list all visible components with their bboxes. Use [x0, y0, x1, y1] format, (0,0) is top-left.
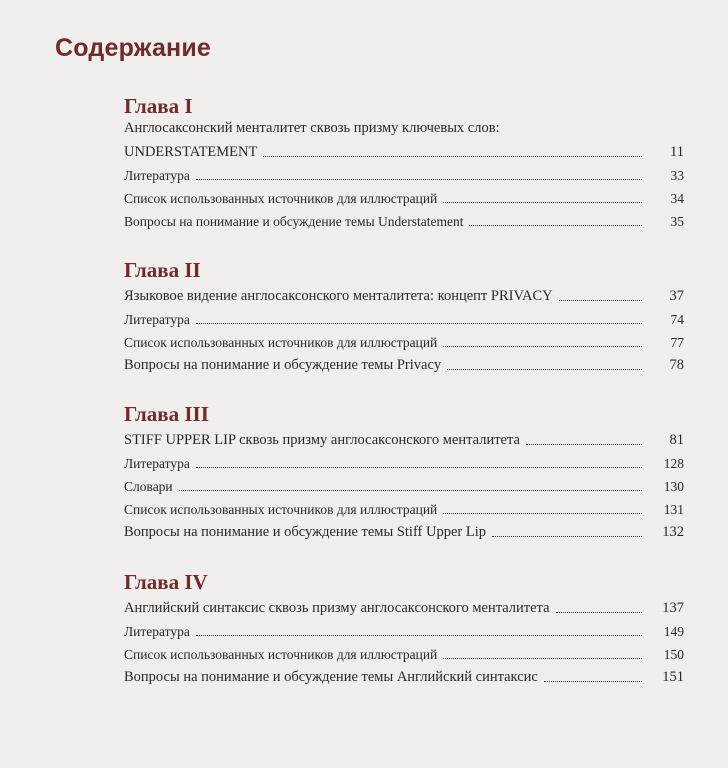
- page-number: 137: [662, 600, 684, 616]
- toc-entry[interactable]: [124, 518, 684, 541]
- dot-leader: [196, 635, 642, 636]
- dot-leader: [443, 658, 642, 659]
- page-number: 149: [663, 624, 684, 639]
- entry-title: Список использованных источников для иллюстраций: [124, 502, 438, 517]
- page-number: 81: [669, 432, 684, 448]
- toc-entry[interactable]: [124, 594, 684, 617]
- chapter-heading: Глава II: [124, 258, 201, 282]
- chapter-heading: Глава I: [124, 94, 193, 118]
- entry-title: Вопросы на понимание и обсуждение темы Английский синтаксис: [124, 669, 538, 685]
- toc-entry[interactable]: [124, 472, 684, 495]
- page-number: 132: [662, 524, 684, 540]
- entry-title: Литература: [124, 624, 190, 639]
- entry-title: Литература: [124, 168, 190, 183]
- page-number: 77: [670, 335, 684, 350]
- toc-entry[interactable]: [124, 118, 684, 161]
- entry-title: Литература: [124, 312, 190, 327]
- toc-entry[interactable]: [124, 617, 684, 640]
- page-number: 130: [663, 479, 684, 494]
- page-number: 131: [663, 502, 684, 517]
- page-number: 33: [670, 168, 684, 183]
- page-title: Содержание: [55, 34, 212, 62]
- dot-leader: [263, 156, 642, 157]
- dot-leader: [544, 681, 642, 682]
- dot-leader: [469, 225, 642, 226]
- entry-title: Языковое видение англосаксонского менталитета: концепт PRIVACY: [124, 288, 553, 304]
- dot-leader: [447, 369, 642, 370]
- dot-leader: [196, 323, 642, 324]
- dot-leader: [559, 300, 642, 301]
- dot-leader: [196, 467, 642, 468]
- page-number: 128: [663, 456, 684, 471]
- dot-leader: [443, 513, 642, 514]
- dot-leader: [492, 536, 642, 537]
- chapter-heading: Глава III: [124, 402, 209, 426]
- toc-entry[interactable]: [124, 663, 684, 686]
- toc-entry[interactable]: [124, 426, 684, 449]
- dot-leader: [179, 490, 642, 491]
- entry-title: Список использованных источников для иллюстраций: [124, 191, 438, 206]
- entry-title: Вопросы на понимание и обсуждение темы Stiff Upper Lip: [124, 524, 486, 540]
- chapter-1: [124, 94, 684, 230]
- entry-title: Список использованных источников для иллюстраций: [124, 647, 438, 662]
- page-number: 11: [670, 144, 684, 160]
- page-number: 74: [670, 312, 684, 327]
- dot-leader: [556, 612, 642, 613]
- toc-entry[interactable]: [124, 495, 684, 518]
- entry-title: Английский синтаксис сквозь призму англосаксонского менталитета: [124, 600, 550, 616]
- entry-title: Список использованных источников для иллюстраций: [124, 335, 438, 350]
- entry-title: Вопросы на понимание и обсуждение темы Privacy: [124, 357, 442, 373]
- toc-entry[interactable]: [124, 305, 684, 328]
- entry-title: Литература: [124, 456, 190, 471]
- toc-entry[interactable]: [124, 207, 684, 230]
- toc-entry[interactable]: [124, 282, 684, 305]
- entry-title: STIFF UPPER LIP сквозь призму англосаксонского менталитета: [124, 432, 520, 448]
- toc-entry[interactable]: [124, 640, 684, 663]
- dot-leader: [443, 202, 642, 203]
- entry-title: Вопросы на понимание и обсуждение темы Understatement: [124, 214, 464, 229]
- chapter-3: [124, 402, 684, 541]
- toc-entry[interactable]: [124, 161, 684, 184]
- page-number: 35: [670, 214, 684, 229]
- toc-entry[interactable]: [124, 328, 684, 351]
- dot-leader: [196, 179, 642, 180]
- toc-entry[interactable]: [124, 351, 684, 374]
- entry-title-line1: Англосаксонский менталитет сквозь призму ключевых слов:: [124, 120, 500, 136]
- dot-leader: [443, 346, 642, 347]
- page-number: 37: [669, 288, 684, 304]
- chapter-2: [124, 258, 684, 374]
- toc-entry[interactable]: [124, 184, 684, 207]
- page-number: 34: [670, 191, 684, 206]
- chapter-heading: Глава IV: [124, 570, 208, 594]
- page-number: 78: [669, 357, 684, 373]
- page-number: 151: [662, 669, 684, 685]
- entry-title: UNDERSTATEMENT: [124, 144, 258, 160]
- page-number: 150: [663, 647, 684, 662]
- toc-entry[interactable]: [124, 449, 684, 472]
- entry-title: Словари: [124, 479, 173, 494]
- chapter-4: [124, 570, 684, 686]
- dot-leader: [526, 444, 642, 445]
